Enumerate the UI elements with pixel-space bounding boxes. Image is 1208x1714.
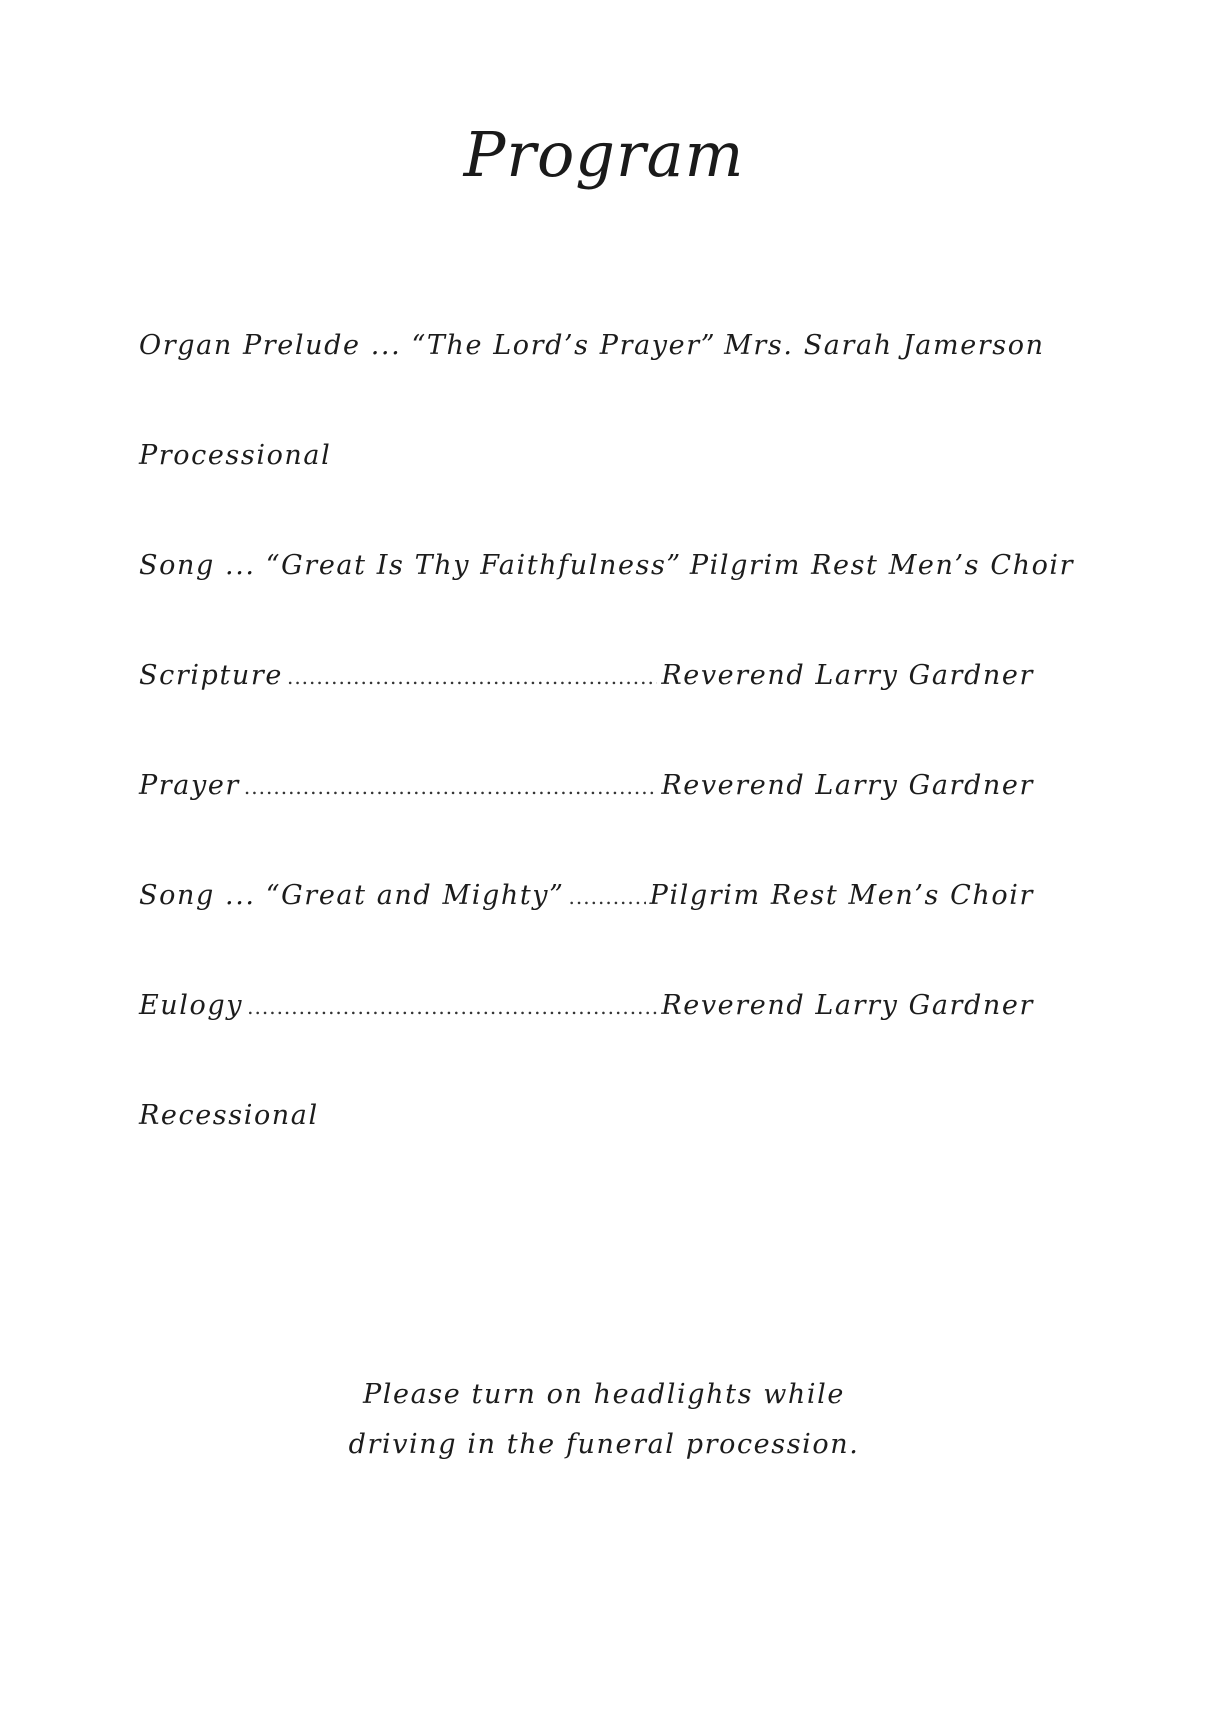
program-item-label: Eulogy: [139, 990, 244, 1021]
program-item-performer: Reverend Larry Gardner: [661, 990, 1034, 1021]
headlights-notice: [0, 1370, 1208, 1470]
program-item: [139, 1100, 1034, 1131]
program-item-label: Song ... “Great and Mighty”: [139, 880, 565, 911]
dot-leader: [244, 770, 657, 797]
program-item-label: Processional: [139, 440, 332, 471]
program-item-performer: Pilgrim Rest Men’s Choir: [649, 880, 1034, 911]
program-item-label: Prayer: [139, 770, 240, 801]
program-item-performer: Pilgrim Rest Men’s Choir: [689, 550, 1075, 581]
program-item-label: Song ... “Great Is Thy Faithfulness”: [139, 550, 682, 581]
program-item-performer: Mrs. Sarah Jamerson: [724, 330, 1045, 361]
program-item-label: Scripture: [139, 660, 283, 691]
dot-leader: [247, 990, 657, 1017]
program-item: [139, 550, 1075, 581]
page-title: Program: [463, 118, 745, 191]
program-item: [139, 770, 1034, 801]
program-item: [139, 880, 1034, 911]
notice-line-2: driving in the funeral procession.: [348, 1429, 860, 1460]
program-item: [139, 660, 1034, 691]
dot-leader: [569, 880, 646, 907]
program-item: [139, 440, 1034, 471]
program-item-label: Recessional: [139, 1100, 319, 1131]
dot-leader: [287, 660, 657, 687]
program-item: [139, 330, 1045, 361]
program-item-performer: Reverend Larry Gardner: [661, 770, 1034, 801]
program-item: [139, 990, 1034, 1021]
program-item-performer: Reverend Larry Gardner: [661, 660, 1034, 691]
notice-line-1: Please turn on headlights while: [363, 1379, 845, 1410]
program-item-label: Organ Prelude ... “The Lord’s Prayer”: [139, 330, 717, 361]
